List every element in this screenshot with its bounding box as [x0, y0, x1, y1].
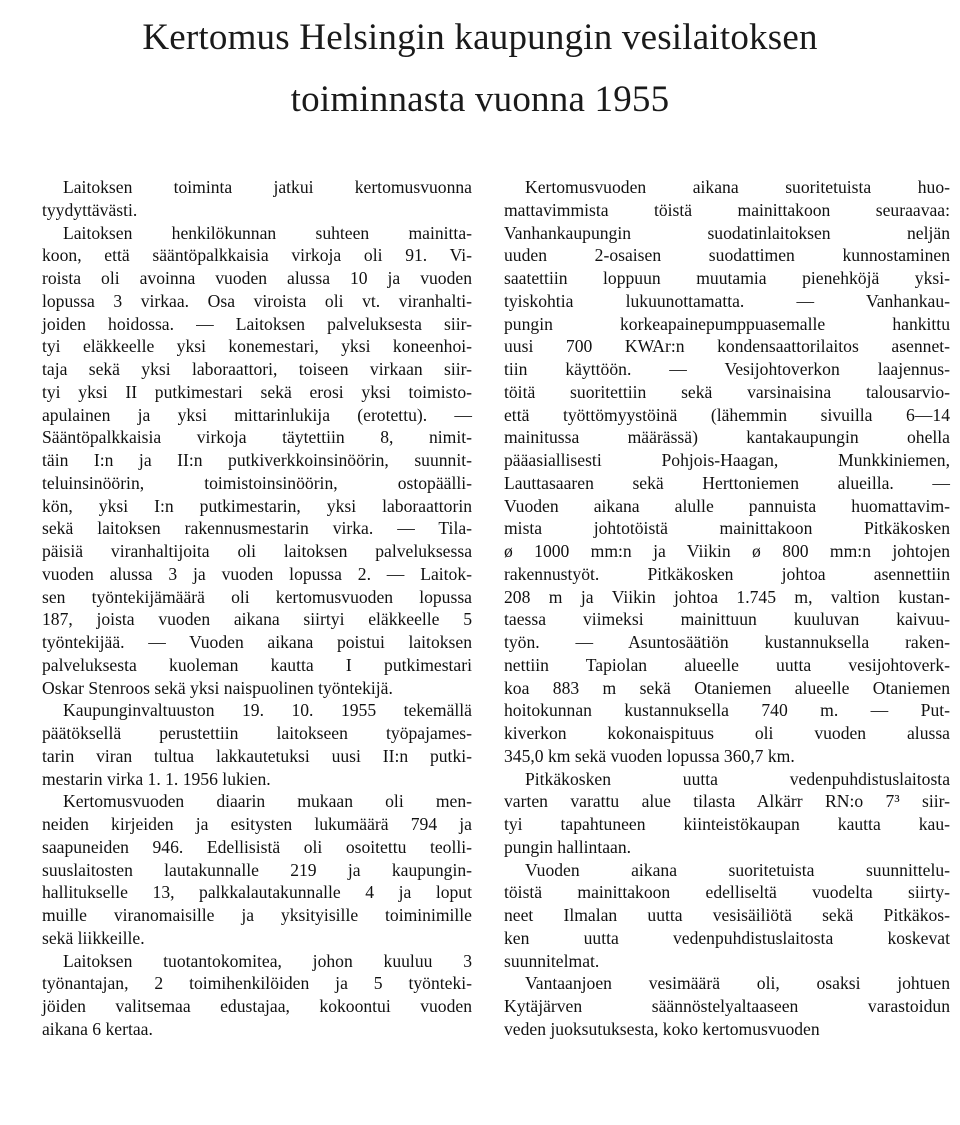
text-line: kiverkon kokonaispituus oli vuoden alussa	[504, 723, 950, 743]
text-line: että työttömyystöinä (lähemmin sivuilla 6—14	[504, 404, 950, 425]
text-line: sekä laitoksen rakennusmestarin virka. — Tila-	[42, 518, 472, 539]
right-paragraph	[504, 176, 950, 768]
text-line: palveluksesta kuoleman kautta I putkimestari	[42, 654, 472, 675]
text-line: työn. — Asuntosäätiön kustannuksella raken-	[504, 632, 950, 652]
text-line: apulainen ja yksi mittarinlukija (erotettu). —	[42, 404, 472, 425]
text-line: työntekijää. — Vuoden aikana poistui laitoksen	[42, 632, 472, 652]
text-line: aikana 6 kertaa.	[42, 1018, 153, 1039]
text-line: Oskar Stenroos sekä yksi naispuolinen työntekijä.	[42, 677, 393, 698]
text-line: Kytäjärven säännöstelyaltaaseen varastoidun	[504, 996, 950, 1016]
text-line: uusi 700 KWAr:n kondensaattorilaitos asennet-	[504, 336, 950, 357]
text-line: suunnitelmat.	[504, 950, 600, 971]
left-paragraph	[42, 950, 472, 1041]
text-line: ø 1000 mm:n ja Viikin ø 800 mm:n johtojen	[504, 541, 950, 561]
right-paragraph	[504, 972, 950, 1040]
text-line: Kaupunginvaltuuston 19. 10. 1955 tekemällä	[63, 700, 472, 721]
text-line: tyi yksi II putkimestari sekä erosi yksi toimisto-	[42, 381, 472, 402]
text-line: vuoden alussa 3 ja vuoden lopussa 2. — Laitok-	[42, 563, 472, 584]
text-line: koa 883 m sekä Otaniemen alueelle Otaniemen	[504, 677, 950, 698]
text-line: nettiin Tapiolan alueelle uutta vesijohtoverk-	[504, 654, 950, 675]
document-title-line-1: Kertomus Helsingin kaupungin vesilaitoksen	[142, 17, 818, 58]
text-line: ken uutta vedenpuhdistuslaitosta koskevat	[504, 927, 950, 948]
text-line: päätöksellä perustettiin laitokseen työpajames-	[42, 723, 472, 743]
text-line: hoitokunnan kustannuksella 740 m. — Put-	[504, 700, 950, 721]
text-line: töistä mainittakoon edelliseltä vuodelta siirty-	[504, 882, 950, 903]
text-line: sekä liikkeille.	[42, 927, 145, 948]
text-line: rakennustyöt. Pitkäkosken johtoa asennettiin	[504, 563, 950, 584]
text-line: pungin hallintaan.	[504, 836, 632, 857]
text-line: suuslaitosten lautakunnalle 219 ja kaupungin-	[42, 859, 472, 880]
text-line: varten varattu alue tilasta Alkärr RN:o 7³ siir-	[504, 791, 950, 812]
text-line: mestarin virka 1. 1. 1956 lukien.	[42, 768, 271, 789]
text-line: Sääntöpalkkaisia virkoja täytettiin 8, nimit-	[42, 427, 472, 448]
text-line: tarin viran tultua lakkautetuksi uusi II:n putki-	[42, 745, 472, 766]
text-line: mainitussa määrässä) kantakaupungin ohella	[504, 427, 950, 448]
document-title-line-2: toiminnasta vuonna 1955	[290, 79, 670, 120]
text-line: kön, yksi I:n putkimestarin, yksi laboraattorin	[42, 495, 472, 516]
left-paragraph	[42, 790, 472, 949]
text-line: taja sekä yksi laboraattori, toiseen virkaan siir-	[42, 359, 472, 379]
text-line: täin I:n ja II:n putkiverkkoinsinöörin, suunnit-	[42, 450, 472, 470]
text-line: roista oli avoinna vuoden alussa 10 ja vuoden	[42, 268, 472, 288]
text-line: pääasiallisesti Pohjois-Haagan, Munkkiniemen,	[504, 450, 950, 470]
right-text-column	[504, 176, 950, 1041]
text-line: työnantajan, 2 toimihenkilöiden ja 5 työnteki-	[42, 973, 472, 994]
text-line: koon, että sääntöpalkkaisia virkoja oli 91. Vi-	[42, 245, 472, 266]
text-line: Vanhankaupungin suodatinlaitoksen neljän	[504, 222, 950, 243]
left-text-column	[42, 176, 472, 1041]
text-line: Vantaanjoen vesimäärä oli, osaksi johtuen	[525, 973, 950, 994]
text-line: Kertomusvuoden diaarin mukaan oli men-	[63, 791, 472, 812]
text-line: 208 m ja Viikin johtoa 1.745 m, valtion kustan-	[504, 586, 950, 607]
text-line: Laitoksen tuotantokomitea, johon kuuluu 3	[63, 950, 472, 971]
text-line: uuden 2-osaisen suodattimen kunnostaminen	[504, 245, 950, 266]
right-paragraph	[504, 768, 950, 859]
text-line: Laitoksen toiminta jatkui kertomusvuonna	[63, 177, 472, 197]
text-line: teluinsinöörin, toimistoinsinöörin, ostopäälli-	[42, 472, 472, 493]
text-line: 345,0 km sekä vuoden lopussa 360,7 km.	[504, 745, 795, 766]
left-paragraph	[42, 176, 472, 222]
text-line: pungin korkeapainepumppuasemalle hankittu	[504, 313, 950, 334]
text-line: Laitoksen henkilökunnan suhteen mainitta-	[63, 222, 472, 243]
text-line: mattavimmista töistä mainittakoon seuraavaa:	[504, 199, 950, 220]
text-line: sen työntekijämäärä oli kertomusvuoden lopussa	[42, 586, 472, 607]
text-line: jöiden valitsemaa edustajaa, kokoontui vuoden	[42, 996, 472, 1016]
text-line: Kertomusvuoden aikana suoritetuista huo-	[525, 177, 950, 197]
left-paragraph	[42, 222, 472, 700]
text-line: muille viranomaisille ja yksityisille toiminimille	[42, 905, 472, 925]
text-line: tyi tapahtuneen kiinteistökaupan kautta kau-	[504, 814, 950, 834]
right-paragraph	[504, 859, 950, 973]
text-line: saatettiin loppuun muutamia pienehköjä yksi-	[504, 268, 950, 288]
text-line: tyiskohtia lukuunottamatta. — Vanhankau-	[504, 290, 950, 311]
text-line: neiden kirjeiden ja esitysten lukumäärä 794 ja	[42, 814, 472, 834]
text-line: veden juoksutuksesta, koko kertomusvuoden	[504, 1018, 820, 1039]
text-line: Vuoden aikana alulle pannuista huomattavim-	[504, 495, 950, 516]
text-line: 187, joista vuoden aikana siirtyi eläkkeelle 5	[42, 609, 472, 630]
text-line: neet Ilmalan uutta vesisäiliötä sekä Pitkäkos-	[504, 905, 950, 925]
text-line: taessa viimeksi mainittuun kuuluvan kaivuu-	[504, 609, 950, 630]
text-line: hallitukselle 13, palkkalautakunnalle 4 ja loput	[42, 882, 472, 903]
text-line: Lauttasaaren sekä Herttoniemen alueilla. —	[504, 472, 950, 493]
text-line: töitä suoritettiin sekä varsinaisina talousarvio-	[504, 381, 950, 402]
text-line: mista johtotöistä mainittakoon Pitkäkosken	[504, 518, 950, 539]
text-line: saapuneiden 946. Edellisistä oli osoitettu teolli-	[42, 836, 472, 857]
text-line: lopussa 3 virkaa. Osa viroista oli vt. viranhalti-	[42, 290, 472, 311]
text-line: Pitkäkosken uutta vedenpuhdistuslaitosta	[525, 768, 950, 789]
text-line: tyi eläkkeelle yksi konemestari, yksi koneenhoi-	[42, 336, 472, 357]
text-line: päisiä viranhaltijoita oli laitoksen palveluksessa	[42, 541, 472, 561]
text-line: Vuoden aikana suoritetuista suunnittelu-	[525, 859, 950, 880]
text-line: tyydyttävästi.	[42, 199, 138, 220]
text-line: joiden hoidossa. — Laitoksen palveluksesta siir-	[42, 313, 472, 334]
text-line: tiin käyttöön. — Vesijohtoverkon laajennus-	[504, 359, 950, 379]
left-paragraph	[42, 699, 472, 790]
